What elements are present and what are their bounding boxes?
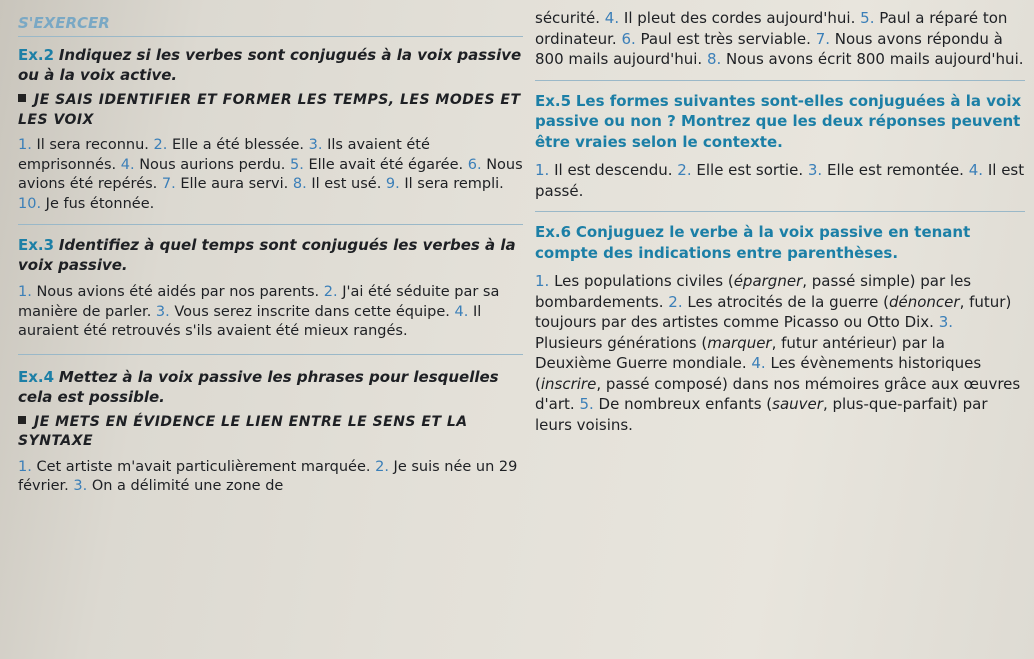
- exercise-items: [18, 458, 523, 497]
- item-number: 10.: [18, 195, 42, 212]
- item-text: , passé simple) par les bombardements.: [535, 272, 972, 311]
- item-text: Il est usé.: [311, 176, 382, 192]
- item-verb: dénoncer: [888, 292, 960, 311]
- exercise-title: Conjuguez le verbe à la voix passive en tenant compte des indications entre parenthèses.: [535, 223, 971, 262]
- skill-heading: JE SAIS IDENTIFIER ET FORMER LES TEMPS, LES MODES ET LES VOIX: [18, 92, 521, 128]
- item-number: 8.: [706, 50, 722, 68]
- exercise-items: [18, 283, 523, 342]
- item-number: 9.: [385, 176, 400, 192]
- exercise-label: Ex.3: [18, 236, 55, 254]
- item-number: 1.: [535, 161, 550, 179]
- left-column: [18, 14, 523, 497]
- exercise-items: [535, 271, 1025, 435]
- item-text: Il sera rempli.: [404, 176, 504, 192]
- item-text: Nous avions été aidés par nos parents.: [36, 284, 320, 300]
- item-verb: épargner: [733, 272, 803, 290]
- item-number: 6.: [621, 29, 636, 48]
- item-text: Elle a été blessée.: [171, 137, 305, 153]
- item-number: 3.: [155, 303, 170, 320]
- item-text: Nous avons écrit 800 mails aujourd'hui.: [726, 50, 1024, 68]
- item-text: Je suis née un 29 février.: [18, 458, 518, 494]
- item-number: 4.: [454, 303, 469, 320]
- exercise-title: Identifiez à quel temps sont conjugués les verbes à la voix passive.: [18, 236, 516, 274]
- item-text: Ils avaient été emprisonnés.: [18, 137, 430, 173]
- item-text: J'ai été séduite par sa manière de parler.: [18, 284, 500, 320]
- exercise-2: [18, 45, 523, 214]
- item-text: Il sera reconnu.: [36, 137, 149, 153]
- item-number: 8.: [292, 176, 307, 192]
- item-number: 5.: [290, 156, 304, 173]
- item-text: Cet artiste m'avait particulièrement marquée.: [36, 458, 371, 475]
- item-text: Il est passé.: [535, 161, 1025, 200]
- exercise-items: [18, 136, 523, 214]
- item-number: 1.: [18, 137, 32, 153]
- item-number: 2.: [153, 137, 168, 153]
- item-number: 1.: [18, 284, 32, 300]
- item-text: Elle avait été égarée.: [308, 156, 464, 173]
- item-number: 4.: [120, 156, 135, 173]
- item-text: , plus-que-parfait) par leurs voisins.: [535, 395, 988, 434]
- item-number: 5.: [860, 9, 875, 27]
- skill-heading: JE METS EN ÉVIDENCE LE LIEN ENTRE LE SENS ET LA SYNTAXE: [18, 413, 468, 449]
- item-text: Les atrocités de la guerre (: [687, 292, 889, 311]
- item-number: 4.: [968, 161, 984, 179]
- item-number: 3.: [73, 478, 88, 494]
- bullet-icon: [18, 416, 26, 424]
- item-number: 2.: [375, 458, 389, 475]
- exercise-5: [535, 91, 1025, 202]
- item-text: On a délimité une zone de: [91, 478, 284, 494]
- item-number: 2.: [668, 292, 683, 311]
- item-number: 2.: [323, 284, 338, 300]
- item-number: 3.: [938, 313, 954, 331]
- item-text: Il pleut des cordes aujourd'hui.: [623, 9, 856, 27]
- item-text: Vous serez inscrite dans cette équipe.: [174, 303, 450, 320]
- exercise-3: [18, 235, 523, 342]
- item-verb: inscrire: [540, 374, 597, 393]
- item-verb: sauver: [772, 395, 823, 413]
- divider: [535, 80, 1025, 81]
- item-text: Paul a réparé ton ordinateur.: [535, 9, 1008, 48]
- item-text: De nombreux enfants (: [598, 395, 773, 413]
- item-text: Elle est sortie.: [696, 161, 804, 179]
- item-number: 2.: [677, 161, 692, 179]
- section-header: S'EXERCER: [18, 14, 110, 32]
- exercise-title: Les formes suivantes sont-elles conjuguées à la voix passive ou non ? Montrez que les deux réponses peuvent être vraies selon le contexte.: [535, 91, 1022, 151]
- item-text: Plusieurs générations (: [535, 333, 708, 352]
- item-number: 7.: [161, 176, 176, 192]
- exercise-items-continued: [535, 8, 1025, 70]
- item-text: Les évènements historiques (: [535, 354, 982, 393]
- item-number: 1.: [535, 272, 550, 290]
- item-text: Il auraient été retrouvés s'ils avaient été mieux rangés.: [18, 303, 482, 339]
- exercise-6: [535, 222, 1025, 435]
- item-number: 3.: [308, 137, 323, 153]
- exercise-title: Mettez à la voix passive les phrases pour lesquelles cela est possible.: [18, 367, 499, 406]
- exercise-items: [535, 160, 1025, 201]
- exercise-label: Ex.6: [535, 223, 572, 241]
- item-text: Je fus étonnée.: [45, 195, 155, 212]
- exercise-title: Indiquez si les verbes sont conjugués à la voix passive ou à la voix active.: [18, 46, 522, 84]
- item-number: 4.: [604, 9, 620, 27]
- exercise-label: Ex.2: [18, 46, 55, 64]
- item-number: 1.: [18, 458, 32, 475]
- divider: [18, 354, 523, 355]
- item-text: , passé composé) dans nos mémoires grâce aux œuvres d'art.: [535, 374, 1021, 413]
- item-text: Nous avions été repérés.: [18, 156, 523, 192]
- item-number: 6.: [467, 156, 482, 173]
- item-verb: marquer: [707, 333, 772, 352]
- item-text: Elle aura servi.: [180, 176, 289, 192]
- item-text: Paul est très serviable.: [640, 29, 811, 48]
- exercise-label: Ex.4: [18, 367, 55, 386]
- item-text: , futur) toujours par des artistes comme Picasso ou Otto Dix.: [535, 292, 1012, 331]
- divider: [18, 36, 523, 37]
- item-number: 5.: [579, 395, 594, 413]
- item-number: 7.: [815, 29, 830, 48]
- item-text: sécurité.: [535, 9, 601, 27]
- item-text: Elle est remontée.: [826, 161, 964, 179]
- item-text: Nous aurions perdu.: [139, 156, 286, 173]
- right-column: [535, 8, 1025, 435]
- divider: [535, 211, 1025, 212]
- item-number: 4.: [751, 354, 766, 372]
- exercise-label: Ex.5: [535, 91, 572, 110]
- exercise-4: [18, 367, 523, 497]
- item-number: 3.: [807, 161, 823, 179]
- item-text: Nous avons répondu à 800 mails aujourd'hui.: [535, 29, 1003, 68]
- item-text: , futur antérieur) par la Deuxième Guerre mondiale.: [535, 333, 945, 372]
- item-text: Les populations civiles (: [554, 272, 734, 290]
- divider: [18, 224, 523, 225]
- item-text: Il est descendu.: [554, 161, 673, 179]
- bullet-icon: [18, 94, 26, 102]
